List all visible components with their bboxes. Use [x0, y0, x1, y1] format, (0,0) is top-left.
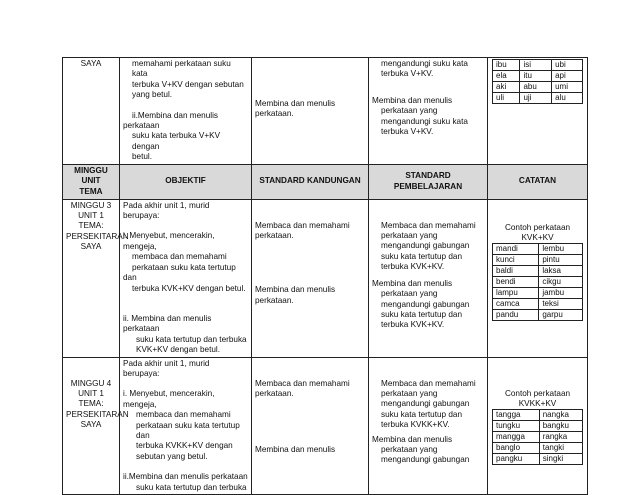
catatan-cell	[488, 357, 588, 494]
word-cell: ela	[493, 71, 520, 82]
unit-text: SAYA	[80, 59, 102, 68]
word-cell: tangga	[493, 410, 540, 421]
sp-line: suku kata tertutup dan	[381, 409, 463, 419]
standard-kandungan-cell	[252, 357, 369, 494]
objective-line: dan	[123, 273, 137, 283]
unit-text: TEMA:	[78, 399, 104, 409]
objective-line: perkataan	[123, 121, 160, 131]
objective-cell	[120, 199, 252, 357]
objective-line: betul.	[132, 152, 153, 162]
word-cell: alu	[552, 93, 583, 104]
word-cell: abu	[520, 82, 552, 93]
unit-text: MINGGU 4	[70, 378, 112, 388]
standard-pembelajaran-cell	[369, 58, 488, 165]
word-cell: tungku	[493, 421, 540, 432]
sp-line: Membaca dan memahami	[381, 220, 476, 230]
sk-line: perkataan.	[255, 388, 294, 398]
sp-line: perkataan yang	[381, 388, 438, 398]
sp-line: mengandungi gabungan	[381, 399, 470, 409]
objective-line: i. Menyebut, mencerakin, mengeja,	[123, 389, 215, 409]
objective-line: ii.Membina dan menulis	[132, 110, 219, 120]
objective-line: terbuka V+KV dengan sebutan	[132, 79, 244, 89]
catatan-caption: Contoh perkataan	[504, 388, 571, 398]
header-minggu	[63, 164, 120, 199]
sp-line: mengandungi gabungan	[381, 455, 470, 465]
sk-line: Membaca dan memahami	[255, 378, 350, 388]
word-table	[492, 59, 583, 104]
sk-line: perkataan.	[255, 109, 294, 119]
word-cell: jambu	[539, 288, 583, 299]
objective-intro: Pada akhir unit 1, murid berupaya:	[123, 358, 210, 378]
word-cell: uli	[493, 93, 520, 104]
sp-line: perkataan yang	[381, 444, 438, 454]
objective-line: membaca dan memahami	[136, 410, 231, 420]
word-cell: pandu	[493, 310, 539, 321]
lesson-plan-table	[62, 57, 588, 495]
word-cell: api	[552, 71, 583, 82]
word-cell: tangki	[539, 443, 582, 454]
sk-line: Membina dan menulis	[255, 445, 336, 455]
catatan-caption: Contoh perkataan	[504, 222, 571, 232]
word-cell: baldi	[493, 266, 539, 277]
objective-line: membaca dan memahami	[132, 252, 227, 262]
sp-line: perkataan yang	[381, 106, 438, 116]
sp-line: terbuka KVK+KV.	[381, 320, 445, 330]
sk-line: Membaca dan memahami	[255, 220, 350, 230]
unit-text: SAYA	[80, 420, 102, 430]
objective-line: ii. Membina dan menulis perkataan	[123, 313, 212, 334]
catatan-cell	[488, 199, 588, 357]
word-cell: pintu	[539, 255, 583, 266]
sp-line: perkataan yang	[381, 231, 438, 241]
catatan-caption: KVKK+KV	[518, 398, 557, 408]
table-header-row	[63, 164, 588, 199]
word-cell: singki	[539, 454, 582, 465]
objective-cell	[120, 58, 252, 165]
word-cell: ibu	[493, 60, 520, 71]
header-text: TEMA	[79, 186, 103, 196]
word-cell: bangku	[539, 421, 582, 432]
word-cell: itu	[520, 71, 552, 82]
word-cell: pangku	[493, 454, 540, 465]
objective-line: suku kata terbuka V+KV dengan	[132, 131, 221, 151]
sp-line: Membina dan menulis	[372, 95, 453, 105]
objective-line: terbuka KVKK+KV dengan	[136, 441, 233, 451]
sk-line: Membina dan menulis	[255, 99, 336, 108]
sk-line: perkataan.	[255, 295, 294, 305]
table-row	[63, 58, 588, 165]
header-text: STANDARD	[405, 171, 451, 181]
word-table	[492, 409, 583, 465]
objective-line: i. Menyebut, mencerakin,	[123, 231, 215, 241]
word-cell: bendi	[493, 277, 539, 288]
sp-line: Membina dan menulis	[372, 278, 453, 288]
unit-cell	[63, 58, 120, 165]
objective-line: suku kata tertutup dan terbuka	[136, 334, 247, 344]
sp-line: mengandungi suku kata	[381, 59, 468, 68]
unit-text: UNIT 1	[78, 388, 104, 398]
table-row	[63, 357, 588, 494]
objective-intro: Pada akhir unit 1, murid berupaya:	[123, 200, 210, 221]
sp-line: Membina dan menulis	[372, 434, 453, 444]
objective-cell	[120, 357, 252, 494]
objective-line: ii.Membina dan menulis perkataan	[123, 472, 248, 482]
word-cell: mandi	[493, 244, 539, 255]
word-cell: banglo	[493, 443, 540, 454]
word-cell: aki	[493, 82, 520, 93]
unit-cell	[63, 357, 129, 494]
unit-text: PERSEKITARAN	[66, 231, 129, 241]
sk-line: perkataan.	[255, 231, 294, 241]
word-cell: ubi	[552, 60, 583, 71]
objective-line: sebutan yang betul.	[136, 451, 208, 461]
word-cell: nangka	[539, 410, 582, 421]
word-cell: umi	[552, 82, 583, 93]
sp-line: terbuka KVK+KV.	[381, 262, 445, 272]
catatan-cell	[488, 58, 588, 165]
catatan-caption: KVK+KV	[521, 233, 554, 243]
standard-kandungan-cell	[252, 58, 369, 165]
header-text: MINGGU	[74, 166, 108, 176]
header-text: PEMBELAJARAN	[393, 181, 463, 191]
word-cell: uji	[520, 93, 552, 104]
word-cell: garpu	[539, 310, 583, 321]
objective-line: terbuka KVK+KV dengan betul.	[132, 283, 246, 293]
sp-line: terbuka KVKK+KV.	[381, 420, 450, 430]
objective-line: yang betul.	[132, 90, 173, 100]
header-standard-kandungan: STANDARD KANDUNGAN	[252, 164, 369, 199]
sp-line: mengandungi gabungan	[381, 241, 470, 251]
sp-line: suku kata tertutup dan	[381, 251, 463, 261]
objective-line: perkataan suku kata tertutup	[132, 262, 236, 272]
standard-pembelajaran-cell	[369, 357, 488, 494]
word-cell: kunci	[493, 255, 539, 266]
word-cell: camca	[493, 299, 539, 310]
header-text: UNIT	[81, 176, 101, 186]
word-table	[492, 243, 583, 321]
word-cell: isi	[520, 60, 552, 71]
objective-line: suku kata tertutup dan terbuka	[136, 482, 247, 492]
sk-line: Membina dan menulis	[255, 285, 336, 295]
sp-line: suku kata tertutup dan	[381, 309, 463, 319]
unit-text: PERSEKITARAN	[66, 409, 129, 419]
unit-text: MINGGU 3	[70, 200, 112, 210]
sp-line: mengandungi suku kata	[381, 116, 468, 126]
word-cell: mangga	[493, 432, 540, 443]
objective-line: mengeja,	[123, 241, 157, 251]
word-cell: lampu	[493, 288, 539, 299]
sp-line: terbuka V+KV.	[381, 69, 434, 79]
word-cell: laksa	[539, 266, 583, 277]
unit-text: UNIT 1	[78, 211, 104, 221]
word-cell: rangka	[539, 432, 582, 443]
unit-text: SAYA	[80, 242, 102, 252]
sp-line: perkataan yang	[381, 289, 438, 299]
objective-line: KVK+KV dengan betul.	[136, 345, 220, 355]
sp-line: mengandungi gabungan	[381, 299, 470, 309]
sp-line: Membaca dan memahami	[381, 378, 476, 388]
unit-cell	[63, 199, 129, 357]
objective-line: perkataan suku kata tertutup dan	[136, 420, 240, 440]
word-cell: lembu	[539, 244, 583, 255]
word-cell: teksi	[539, 299, 583, 310]
unit-text: TEMA:	[78, 221, 104, 231]
word-cell: cikgu	[539, 277, 583, 288]
standard-pembelajaran-cell	[369, 199, 488, 357]
header-standard-pembelajaran	[369, 164, 488, 199]
objective-line: memahami perkataan suku kata	[132, 59, 231, 79]
sp-line: terbuka V+KV.	[381, 127, 434, 137]
header-objektif: OBJEKTIF	[120, 164, 252, 199]
table-row	[63, 199, 588, 357]
header-catatan: CATATAN	[488, 164, 588, 199]
standard-kandungan-cell	[252, 199, 369, 357]
